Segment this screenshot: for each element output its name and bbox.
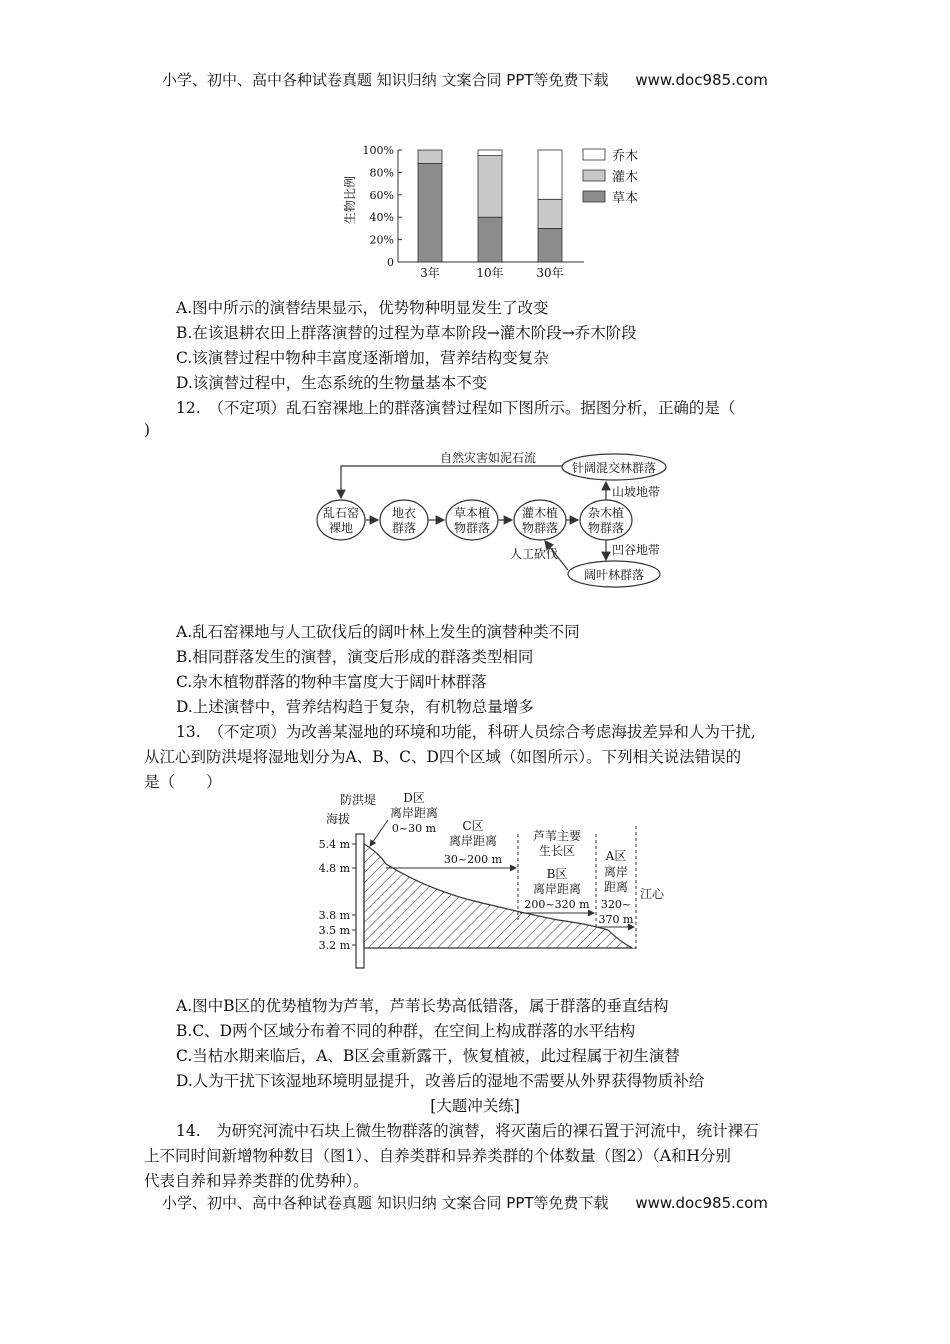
a-zone-range2: 370 m	[598, 913, 634, 926]
d-zone-arrow	[370, 820, 388, 846]
node-mixed-forest-label: 针阔混交林群落	[571, 461, 657, 475]
b-zone-range: 200~320 m	[524, 898, 590, 911]
q14-line2: 上不同时间新增物种数目（图1）、自养类群和异养类群的个体数量（图2）（A和H分别	[144, 1147, 731, 1165]
node-lichen-label1: 地衣	[391, 506, 417, 520]
elev-5-4: 5.4 m	[318, 838, 350, 851]
elev-3-5: 3.5 m	[318, 924, 350, 937]
bar-草本	[418, 163, 442, 262]
legend-label: 乔木	[612, 149, 639, 164]
node-herb-label2: 物群落	[453, 521, 491, 535]
q13-option-b: B.C、D两个区域分布着不同的种群，在空间上构成群落的水平结构	[176, 1022, 636, 1040]
y-tick-label: 60%	[369, 188, 394, 202]
node-shrub-label2: 物群落	[521, 521, 559, 535]
river-center-label: 江心	[640, 887, 665, 901]
altitude-label: 海拔	[325, 812, 351, 826]
c-zone-dist: 离岸距离	[448, 834, 498, 848]
header-url: www.doc985.com	[635, 71, 768, 89]
label-cut: 人工砍伐	[510, 547, 559, 561]
reed-label2: 生长区	[538, 844, 576, 858]
reed-label1: 芦苇主要	[532, 829, 582, 843]
a-zone-dist1: 离岸	[603, 865, 629, 879]
q12-option-b: B.相同群落发生的演替，演变后形成的群落类型相同	[176, 648, 534, 666]
d-zone-label: D区	[403, 791, 425, 805]
a-zone-label: A区	[605, 849, 627, 863]
elev-3-2: 3.2 m	[318, 939, 350, 952]
q12-stem-line1: 12. （不定项）乱石窑裸地上的群落演替过程如下图所示。据图分析，正确的是（	[176, 399, 736, 417]
legend-swatch	[583, 149, 605, 160]
q13-stem-line3: 是（ ）	[144, 773, 222, 791]
x-tick-label: 10年	[476, 266, 504, 280]
q14-line3: 代表自养和异养类群的优势种）。	[144, 1172, 369, 1190]
q13-stem-line2: 从江心到防洪堤将湿地划分为A、B、C、D四个区域（如图所示）。下列相关说法错误的	[144, 748, 742, 766]
bar-草本	[538, 228, 562, 262]
node-broadleaf-label: 阔叶林群落	[583, 568, 645, 582]
node-mixed-wood-label2: 物群落	[587, 521, 625, 535]
node-bare-rock-label2: 裸地	[328, 521, 354, 535]
footer-text: 小学、初中、高中各种试卷真题 知识归纳 文案合同 PPT等免费下载	[162, 1194, 609, 1212]
wetland-zone-diagram	[318, 790, 678, 972]
footer-url: www.doc985.com	[635, 1194, 768, 1212]
succession-flow-diagram	[300, 446, 680, 592]
b-zone-label: B区	[546, 867, 568, 881]
bar-灌木	[538, 199, 562, 228]
legend-swatch	[583, 170, 605, 181]
section-title: [大题冲关练]	[430, 1097, 520, 1115]
y-tick-label: 80%	[369, 166, 394, 180]
x-tick-label: 3年	[420, 266, 440, 280]
c-zone-range: 30~200 m	[443, 853, 503, 866]
q13-option-c: C.当枯水期来临后，A、B区会重新露干，恢复植被，此过程属于初生演替	[176, 1047, 680, 1065]
page-header	[162, 69, 768, 90]
label-valley: 凹谷地带	[612, 543, 661, 557]
chart-bars	[418, 150, 562, 262]
bar-乔木	[478, 150, 502, 156]
label-slope: 山坡地带	[612, 485, 661, 499]
bar-灌木	[418, 150, 442, 163]
q13-option-a: A.图中B区的优势植物为芦苇，芦苇长势高低错落，属于群落的垂直结构	[176, 997, 669, 1015]
node-bare-rock-label1: 乱石窑	[322, 506, 360, 520]
elev-4-8: 4.8 m	[318, 862, 350, 875]
chart-legend	[583, 148, 638, 206]
bar-草本	[478, 217, 502, 262]
q13-option-d: D.人为干扰下该湿地环境明显提升，改善后的湿地不需要从外界获得物质补给	[176, 1072, 705, 1090]
q12-option-d: D.上述演替中，营养结构趋于复杂，有机物总量增多	[176, 698, 534, 716]
q12-option-a: A.乱石窑裸地与人工砍伐后的阔叶林上发生的演替种类不同	[176, 623, 580, 641]
node-shrub-label1: 灌木植	[521, 506, 559, 520]
y-tick-label: 100%	[362, 144, 394, 157]
d-zone-range: 0~30 m	[391, 822, 437, 835]
q11-option-c: C.该演替过程中物种丰富度逐渐增加，营养结构变复杂	[176, 349, 549, 367]
q14-line1: 14. 为研究河流中石块上微生物群落的演替，将灭菌后的裸石置于河流中，统计裸石	[176, 1122, 759, 1140]
succession-bar-chart	[340, 138, 670, 286]
legend-label: 灌木	[612, 170, 639, 185]
header-text: 小学、初中、高中各种试卷真题 知识归纳 文案合同 PPT等免费下载	[162, 71, 609, 89]
c-zone-label: C区	[462, 819, 484, 833]
q12-option-c: C.杂木植物群落的物种丰富度大于阔叶林群落	[176, 673, 487, 691]
node-herb-label1: 草本植	[453, 506, 491, 520]
x-tick-label: 30年	[536, 266, 564, 280]
levee-bar	[356, 834, 364, 968]
q11-option-d: D.该演替过程中，生态系统的生物量基本不变	[176, 374, 488, 392]
node-mixed-wood-label1: 杂木植	[587, 506, 625, 520]
chart-ylabel: 生物比例	[343, 175, 357, 225]
q12-stem-line2: )	[144, 421, 151, 439]
node-lichen-label2: 群落	[391, 521, 417, 535]
d-zone-dist: 离岸距离	[389, 806, 439, 820]
page-footer	[162, 1192, 768, 1213]
y-tick-label: 40%	[369, 211, 394, 225]
chart-x-labels	[420, 265, 563, 280]
b-zone-dist: 离岸距离	[532, 882, 582, 896]
y-tick-label: 0	[387, 256, 394, 269]
q11-option-b: B.在该退耕农田上群落演替的过程为草本阶段→灌木阶段→乔木阶段	[176, 324, 637, 342]
q11-option-a: A.图中所示的演替结果显示，优势物种明显发生了改变	[176, 299, 549, 317]
bar-乔木	[538, 150, 562, 199]
elev-3-8: 3.8 m	[318, 909, 350, 922]
disaster-arrow	[341, 466, 562, 498]
a-zone-dist2: 距离	[603, 880, 629, 894]
legend-label: 草本	[612, 191, 639, 206]
legend-swatch	[583, 191, 605, 202]
bar-灌木	[478, 156, 502, 218]
a-zone-range1: 320~	[600, 898, 632, 911]
levee-label: 防洪堤	[339, 793, 377, 807]
label-disaster: 自然灾害如泥石流	[439, 451, 537, 465]
y-tick-label: 20%	[369, 233, 394, 247]
q13-stem-line1: 13. （不定项）为改善某湿地的环境和功能，科研人员综合考虑海拔差异和人为干扰,	[176, 723, 756, 741]
